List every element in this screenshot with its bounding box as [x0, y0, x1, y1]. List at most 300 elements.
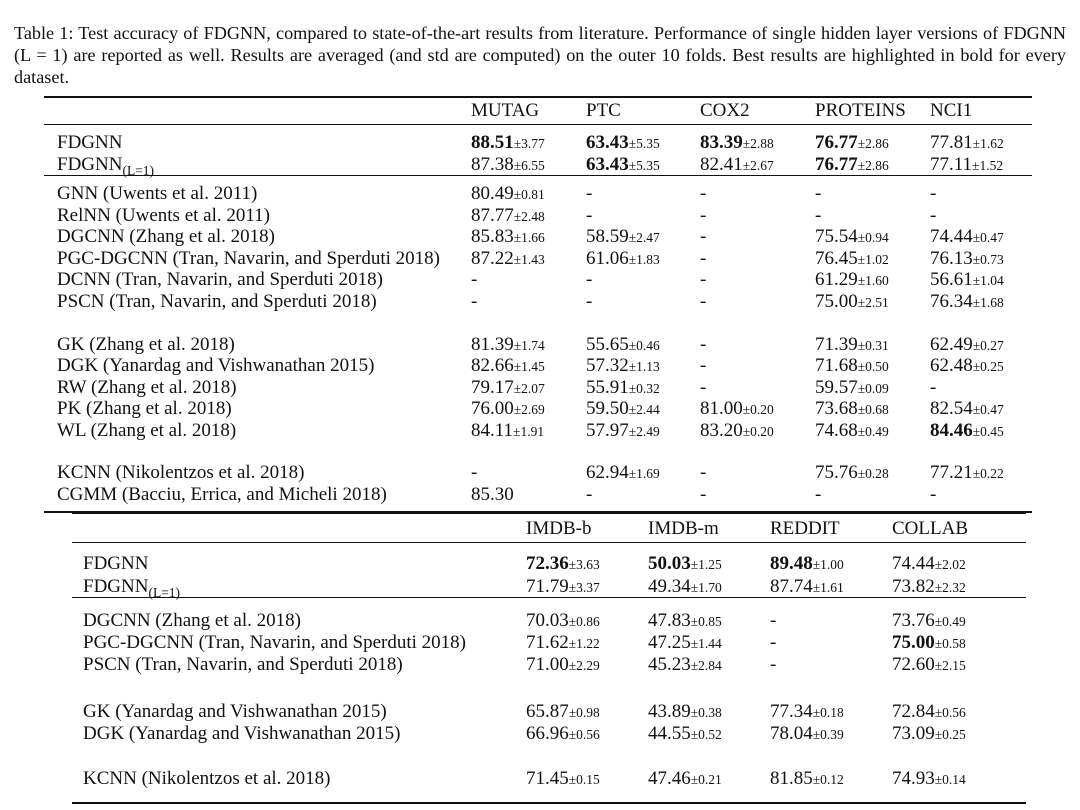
row-method-name [57, 248, 440, 270]
row-method-name [83, 632, 466, 654]
result-cell [930, 269, 1004, 292]
result-cell [930, 154, 1003, 177]
row-method-name [57, 377, 237, 399]
result-value: 74.93 [892, 768, 935, 789]
method-name-text: GK (Zhang et al. 2018) [57, 334, 235, 355]
result-cell [700, 205, 706, 227]
result-std: ±0.94 [857, 230, 889, 245]
result-std: ±2.67 [742, 158, 774, 173]
result-value: 73.82 [892, 576, 935, 597]
result-std: ±1.69 [628, 466, 660, 481]
result-cell [930, 334, 1004, 357]
result-value: 75.00 [815, 291, 858, 312]
result-cell [586, 205, 592, 227]
result-cell [930, 132, 1004, 155]
result-cell [648, 576, 722, 599]
result-cell [471, 420, 544, 443]
row-method-name [57, 291, 377, 313]
result-value: 81.39 [471, 334, 514, 355]
result-cell [815, 355, 889, 378]
result-std: ±1.60 [857, 273, 889, 288]
result-cell [770, 632, 776, 654]
result-value: 71.39 [815, 334, 858, 355]
result-cell [471, 269, 477, 291]
result-std: ±0.73 [972, 252, 1004, 267]
result-cell [700, 269, 706, 291]
result-value: 71.62 [526, 632, 569, 653]
method-name-text: DGCNN (Zhang et al. 2018) [57, 226, 275, 247]
result-value: 82.54 [930, 398, 973, 419]
result-value: 87.38 [471, 154, 514, 175]
result-value: - [700, 205, 707, 226]
result-cell [815, 269, 889, 292]
result-cell [471, 226, 545, 249]
result-value: 71.79 [526, 576, 569, 597]
method-name-text: RelNN (Uwents et al. 2011) [57, 205, 270, 226]
result-std: ±2.86 [857, 158, 889, 173]
result-std: ±2.88 [742, 136, 774, 151]
result-cell [586, 462, 660, 485]
result-std: ±1.02 [857, 252, 889, 267]
result-cell [526, 610, 600, 633]
result-cell [471, 484, 514, 506]
result-value: 71.00 [526, 654, 569, 675]
row-method-name [83, 576, 180, 599]
result-cell [815, 420, 889, 443]
row-method-name [57, 269, 383, 291]
result-cell [815, 205, 821, 227]
result-value: - [586, 484, 593, 505]
row-method-name [57, 355, 374, 377]
result-std: ±0.18 [812, 705, 844, 720]
result-std: ±1.74 [513, 338, 545, 353]
result-cell [770, 553, 844, 576]
result-cell [586, 269, 592, 291]
result-value: 81.00 [700, 398, 743, 419]
result-value: 70.03 [526, 610, 569, 631]
result-value: 62.49 [930, 334, 973, 355]
result-value: 74.44 [930, 226, 973, 247]
result-std: ±2.47 [628, 230, 660, 245]
result-value: 76.00 [471, 398, 514, 419]
result-std: ±0.32 [628, 381, 660, 396]
result-value: 80.49 [471, 183, 514, 204]
result-std: ±0.38 [690, 705, 722, 720]
result-value: 61.06 [586, 248, 629, 269]
result-value: 47.83 [648, 610, 691, 631]
result-value: 55.91 [586, 377, 629, 398]
result-value: 47.25 [648, 632, 691, 653]
result-cell [586, 334, 660, 357]
result-cell [815, 183, 821, 205]
result-cell [892, 654, 966, 677]
result-value: - [930, 484, 937, 505]
result-value: 57.32 [586, 355, 629, 376]
result-value: 83.39 [700, 132, 743, 153]
result-cell [700, 183, 706, 205]
method-name-text: FDGNN [57, 154, 123, 175]
result-std: ±0.15 [568, 772, 600, 787]
result-cell [648, 610, 722, 633]
result-std: ±1.43 [513, 252, 545, 267]
result-value: 45.23 [648, 654, 691, 675]
method-name-text: DGCNN (Zhang et al. 2018) [83, 610, 301, 631]
result-cell [700, 462, 706, 484]
result-cell [700, 484, 706, 506]
result-std: ±5.35 [628, 136, 660, 151]
result-cell [700, 355, 706, 377]
result-value: - [700, 248, 707, 269]
result-std: ±0.25 [972, 359, 1004, 374]
result-value: 76.77 [815, 154, 858, 175]
result-std: ±2.48 [513, 209, 545, 224]
row-method-name [57, 484, 387, 506]
result-std: ±0.86 [568, 614, 600, 629]
result-cell [815, 377, 889, 400]
result-cell [586, 226, 660, 249]
result-cell [586, 355, 660, 378]
result-cell [648, 701, 722, 724]
result-value: 87.74 [770, 576, 813, 597]
result-cell [892, 576, 966, 599]
result-value: - [700, 269, 707, 290]
result-value: 47.46 [648, 768, 691, 789]
result-std: ±1.00 [812, 557, 844, 572]
result-std: ±0.39 [812, 727, 844, 742]
row-method-name [57, 334, 235, 356]
method-name-text: KCNN (Nikolentzos et al. 2018) [57, 462, 305, 483]
result-value: - [586, 183, 593, 204]
result-value: - [700, 462, 707, 483]
column-header: REDDIT [770, 518, 840, 539]
method-name-text: WL (Zhang et al. 2018) [57, 420, 237, 441]
result-value: 77.34 [770, 701, 813, 722]
result-std: ±0.21 [690, 772, 722, 787]
result-value: - [930, 205, 937, 226]
result-value: 59.57 [815, 377, 858, 398]
result-cell [700, 334, 706, 356]
result-value: 75.54 [815, 226, 858, 247]
result-std: ±2.84 [690, 658, 722, 673]
result-cell [471, 462, 477, 484]
result-std: ±1.91 [513, 424, 545, 439]
result-cell [892, 723, 966, 746]
row-method-name [57, 205, 270, 227]
result-value: 85.83 [471, 226, 514, 247]
result-cell [648, 768, 722, 791]
result-value: - [700, 183, 707, 204]
method-name-text: GNN (Uwents et al. 2011) [57, 183, 258, 204]
result-cell [930, 226, 1004, 249]
result-cell [770, 768, 844, 791]
method-name-text: GK (Yanardag and Vishwanathan 2015) [83, 701, 387, 722]
method-name-text: PK (Zhang et al. 2018) [57, 398, 232, 419]
result-std: ±0.49 [857, 424, 889, 439]
result-cell [892, 610, 966, 633]
result-std: ±1.25 [690, 557, 722, 572]
method-name-text: DGK (Yanardag and Vishwanathan 2015) [83, 723, 401, 744]
method-name-text: PSCN (Tran, Navarin, and Sperduti 2018) [57, 291, 377, 312]
result-cell [526, 768, 600, 791]
column-header: PTC [586, 100, 621, 121]
result-value: 78.04 [770, 723, 813, 744]
column-header: MUTAG [471, 100, 540, 121]
result-std: ±0.14 [934, 772, 966, 787]
result-cell [892, 701, 966, 724]
result-std: ±3.37 [568, 580, 600, 595]
table-rule [44, 96, 1032, 98]
result-value: 49.34 [648, 576, 691, 597]
table-rule [72, 542, 1026, 543]
row-method-name [57, 183, 257, 205]
result-cell [526, 576, 600, 599]
result-std: ±0.45 [972, 424, 1004, 439]
result-std: ±2.51 [857, 295, 889, 310]
row-method-name [83, 723, 400, 745]
result-std: ±0.47 [972, 402, 1004, 417]
result-value: 43.89 [648, 701, 691, 722]
result-std: ±1.13 [628, 359, 660, 374]
result-std: ±2.69 [513, 402, 545, 417]
result-std: ±2.02 [934, 557, 966, 572]
result-value: 84.11 [471, 420, 514, 441]
method-name-text: DGK (Yanardag and Vishwanathan 2015) [57, 355, 375, 376]
result-value: 77.81 [930, 132, 973, 153]
result-value: - [700, 484, 707, 505]
result-std: ±0.98 [568, 705, 600, 720]
result-std: ±0.68 [857, 402, 889, 417]
result-cell [586, 377, 660, 400]
result-cell [586, 154, 660, 177]
result-cell [586, 291, 592, 313]
table-rule [72, 512, 1026, 514]
result-value: 74.44 [892, 553, 935, 574]
result-value: 77.11 [930, 154, 973, 175]
result-std: ±0.58 [934, 636, 966, 651]
result-cell [700, 226, 706, 248]
result-cell [586, 248, 660, 271]
result-std: ±2.49 [628, 424, 660, 439]
results-table-2 [72, 512, 1026, 804]
result-value: 76.45 [815, 248, 858, 269]
result-cell [930, 462, 1004, 485]
result-std: ±5.35 [628, 158, 660, 173]
result-value: - [700, 334, 707, 355]
result-value: 71.45 [526, 768, 569, 789]
result-cell [700, 420, 774, 443]
result-value: 59.50 [586, 398, 629, 419]
result-value: 88.51 [471, 132, 514, 153]
column-header: COX2 [700, 100, 750, 121]
row-method-name [57, 154, 154, 177]
result-value: 61.29 [815, 269, 858, 290]
result-value: 63.43 [586, 154, 629, 175]
method-name-text: KCNN (Nikolentzos et al. 2018) [83, 768, 331, 789]
result-value: 81.85 [770, 768, 813, 789]
result-std: ±1.62 [972, 136, 1004, 151]
result-std: ±0.12 [812, 772, 844, 787]
result-cell [930, 183, 936, 205]
method-name-text: FDGNN [57, 132, 123, 153]
result-value: 73.76 [892, 610, 935, 631]
result-std: ±2.07 [513, 381, 545, 396]
result-std: ±0.22 [972, 466, 1004, 481]
result-value: - [815, 205, 822, 226]
result-value: 87.22 [471, 248, 514, 269]
result-cell [586, 132, 660, 155]
result-value: 85.30 [471, 484, 514, 505]
results-table-1 [44, 96, 1032, 511]
result-value: 73.09 [892, 723, 935, 744]
result-value: - [930, 377, 937, 398]
column-header: IMDB-m [648, 518, 719, 539]
result-std: ±0.56 [934, 705, 966, 720]
result-value: 63.43 [586, 132, 629, 153]
result-cell [770, 723, 844, 746]
result-cell [648, 632, 722, 655]
result-value: - [770, 610, 777, 631]
result-value: 75.00 [892, 632, 935, 653]
result-std: ±0.31 [857, 338, 889, 353]
column-header: COLLAB [892, 518, 968, 539]
result-cell [770, 701, 844, 724]
result-cell [700, 398, 774, 421]
row-method-name [83, 610, 301, 632]
method-name-text: FDGNN [83, 553, 149, 574]
result-value: - [700, 291, 707, 312]
result-cell [892, 553, 966, 576]
row-method-name [57, 420, 236, 442]
result-std: ±1.22 [568, 636, 600, 651]
result-cell [700, 132, 774, 155]
result-std: ±1.66 [513, 230, 545, 245]
result-cell [930, 398, 1004, 421]
result-std: ±2.15 [934, 658, 966, 673]
result-cell [471, 377, 545, 400]
result-std: ±0.85 [690, 614, 722, 629]
method-name-text: RW (Zhang et al. 2018) [57, 377, 237, 398]
result-value: - [700, 226, 707, 247]
result-cell [471, 398, 545, 421]
column-header: NCI1 [930, 100, 973, 121]
result-std: ±1.70 [690, 580, 722, 595]
result-cell [815, 248, 889, 271]
result-value: 73.68 [815, 398, 858, 419]
result-std: ±2.86 [857, 136, 889, 151]
result-value: - [471, 269, 478, 290]
result-std: ±1.61 [812, 580, 844, 595]
result-cell [586, 398, 660, 421]
result-std: ±2.29 [568, 658, 600, 673]
result-value: 76.34 [930, 291, 973, 312]
result-cell [930, 291, 1004, 314]
result-cell [526, 553, 600, 576]
result-cell [930, 355, 1004, 378]
result-value: 44.55 [648, 723, 691, 744]
result-cell [700, 377, 706, 399]
result-value: - [700, 355, 707, 376]
result-cell [815, 462, 889, 485]
method-subscript: (L=1) [148, 585, 181, 600]
result-cell [648, 723, 722, 746]
result-value: - [930, 183, 937, 204]
result-value: 62.94 [586, 462, 629, 483]
result-cell [815, 334, 889, 357]
result-cell [815, 291, 889, 314]
result-std: ±0.49 [934, 614, 966, 629]
result-value: 50.03 [648, 553, 691, 574]
result-value: 87.77 [471, 205, 514, 226]
result-std: ±1.52 [972, 158, 1004, 173]
result-cell [770, 610, 776, 632]
result-std: ±0.20 [742, 424, 774, 439]
result-value: 89.48 [770, 553, 813, 574]
table-rule [72, 802, 1026, 804]
result-value: 74.68 [815, 420, 858, 441]
result-std: ±1.04 [972, 273, 1004, 288]
result-std: ±6.55 [513, 158, 545, 173]
result-cell [815, 154, 889, 177]
result-cell [892, 768, 966, 791]
method-name-text: FDGNN [83, 576, 149, 597]
result-value: 72.60 [892, 654, 935, 675]
result-value: 82.66 [471, 355, 514, 376]
result-cell [648, 654, 722, 677]
result-std: ±1.68 [972, 295, 1004, 310]
result-cell [930, 484, 936, 506]
result-cell [892, 632, 966, 655]
result-value: 56.61 [930, 269, 973, 290]
row-method-name [57, 132, 122, 154]
result-cell [586, 420, 660, 443]
method-name-text: DCNN (Tran, Navarin, and Sperduti 2018) [57, 269, 383, 290]
result-cell [930, 205, 936, 227]
result-value: 76.77 [815, 132, 858, 153]
result-cell [700, 291, 706, 313]
result-value: 58.59 [586, 226, 629, 247]
result-std: ±0.27 [972, 338, 1004, 353]
result-value: - [770, 654, 777, 675]
result-cell [770, 654, 776, 676]
result-std: ±3.77 [513, 136, 545, 151]
result-cell [586, 484, 592, 506]
result-cell [700, 154, 774, 177]
result-std: ±1.44 [690, 636, 722, 651]
result-std: ±0.50 [857, 359, 889, 374]
result-value: 84.46 [930, 420, 973, 441]
result-cell [526, 723, 600, 746]
result-cell [471, 291, 477, 313]
result-value: - [770, 632, 777, 653]
result-value: 82.41 [700, 154, 743, 175]
result-cell [815, 226, 889, 249]
result-value: 79.17 [471, 377, 514, 398]
result-value: 71.68 [815, 355, 858, 376]
result-value: 72.84 [892, 701, 935, 722]
method-name-text: PSCN (Tran, Navarin, and Sperduti 2018) [83, 654, 403, 675]
result-std: ±0.09 [857, 381, 889, 396]
result-std: ±0.25 [934, 727, 966, 742]
row-method-name [57, 398, 232, 420]
result-cell [471, 334, 545, 357]
result-std: ±0.28 [857, 466, 889, 481]
result-value: - [586, 205, 593, 226]
column-header: PROTEINS [815, 100, 906, 121]
row-method-name [57, 226, 275, 248]
result-cell [586, 183, 592, 205]
result-value: 72.36 [526, 553, 569, 574]
result-std: ±0.46 [628, 338, 660, 353]
